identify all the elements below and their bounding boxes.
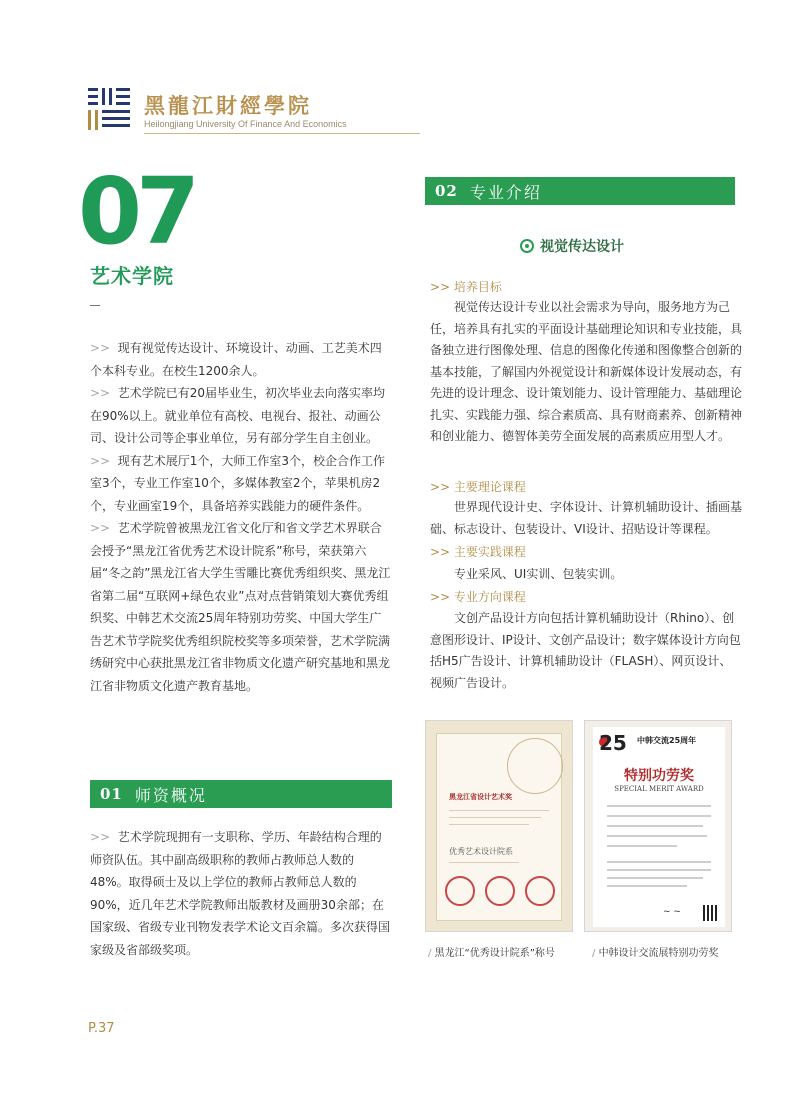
university-logo	[88, 88, 347, 138]
certificate-title: 黑龙江省设计艺术奖	[449, 793, 512, 801]
chapter-number: 07	[78, 158, 195, 265]
text-direction-courses: 文创产品设计方向包括计算机辅助设计（Rhino）、创意图形设计、IP设计、文创产品设计；数字媒体设计方向包括H5广告设计、计算机辅助设计（FLASH）、网页设计、视频广告设计。	[430, 611, 741, 690]
page-number: P.37	[88, 1021, 115, 1036]
section-title: 专业介绍	[469, 182, 542, 202]
section-number: 01	[100, 785, 123, 803]
logo-chinese-name: 黑龍江財經學院	[144, 93, 312, 118]
text-theory-courses: 世界现代设计史、字体设计、计算机辅助设计、插画基础、标志设计、包装设计、VI设计、招贴设计等课程。	[430, 500, 743, 536]
college-name: 艺术学院	[90, 264, 174, 288]
text-training-goal: 视觉传达设计专业以社会需求为导向，服务地方为己任，培养具有扎实的平面设计基础理论知识和专业技能，具备独立进行图像处理、信息的图像化传递和图像整合创新的基本技能，了解国内外视觉设计和新媒体设计发展动态，有先进的设计理念、设计策划能力、设计管理能力、基础理论扎实、实践能力强、综合素质高、具有财商素养、创新精神和创业能力、德智体美劳全面发展的高素质应用型人才。	[430, 300, 743, 443]
logo-underline	[144, 133, 420, 134]
seal-icon	[445, 876, 475, 906]
certificate-award-title-en: SPECIAL MERIT AWARD	[614, 785, 704, 793]
major-title: 视觉传达设计	[520, 236, 624, 256]
qr-code-icon	[703, 905, 719, 921]
certificate-top-title: 中韩交流25周年	[637, 736, 697, 745]
text-practice-courses: 专业采风、UI实训、包装实训。	[454, 567, 623, 581]
anniversary-25-icon: 25	[599, 731, 627, 755]
divider	[90, 305, 100, 306]
label-direction-courses: >> 专业方向课程	[430, 590, 526, 604]
certificate-name: 优秀艺术设计院系	[449, 847, 513, 856]
logo-english-name: Heilongjiang University Of Finance And Economics	[144, 119, 347, 129]
section-title: 师资概况	[134, 785, 207, 805]
logo-mark-icon	[88, 88, 130, 130]
emblem-icon	[507, 738, 563, 794]
intro-paragraph: >> 现有视觉传达设计、环境设计、动画、工艺美术四个本科专业。在校生1200余人。	[90, 341, 382, 378]
target-icon	[520, 239, 534, 253]
faculty-text: >> 艺术学院现拥有一支职称、学历、年龄结构合理的师资队伍。其中副高级职称的教师占教师总人数的48%。取得硕士及以上学位的教师占教师总人数的90%，近几年艺术学院教师出版教材及画册30余部；在国家级、省级专业刊物发表学术论文百余篇。多次获得国家级及省部级奖项。	[90, 830, 391, 957]
section-header-majors	[425, 177, 735, 205]
label-practice-courses: >> 主要实践课程	[430, 545, 526, 559]
certificate-image-design-college	[425, 720, 573, 932]
caption-merit-award: / 中韩设计交流展特别功劳奖	[592, 948, 719, 959]
certificate-award-title: 特别功劳奖	[624, 768, 694, 784]
seal-icon	[485, 876, 515, 906]
intro-paragraph: >> 艺术学院已有20届毕业生，初次毕业去向落实率均在90%以上。就业单位有高校、电视台、报社、动画公司、设计公司等企事业单位，另有部分学生自主创业。	[90, 386, 386, 445]
certificate-image-merit-award	[584, 720, 732, 932]
label-training-goal: >> 培养目标	[430, 280, 502, 294]
intro-text	[90, 337, 392, 697]
signature-icon: ~ ~	[663, 907, 681, 917]
label-theory-courses: >> 主要理论课程	[430, 480, 526, 494]
seal-icon	[525, 876, 555, 906]
intro-paragraph: >> 艺术学院曾被黑龙江省文化厅和省文学艺术界联合会授予“黑龙江省优秀艺术设计院系”称号，荣获第六届“冬之韵”黑龙江省大学生雪雕比赛优秀组织奖、黑龙江省第二届“互联网+绿色农业”点对点营销策划大赛优秀组织奖、中韩艺术交流25周年特别功劳奖、中国大学生广告艺术节学院奖优秀组织院校奖等多项荣誉，艺术学院满绣研究中心获批黑龙江省非物质文化遗产研究基地和黑龙江省非物质文化遗产教育基地。	[90, 521, 391, 693]
section-header-faculty	[90, 780, 392, 808]
section-number: 02	[435, 182, 458, 200]
caption-design-college: / 黑龙江“优秀设计院系”称号	[428, 948, 555, 959]
intro-paragraph: >> 现有艺术展厅1个，大师工作室3个，校企合作工作室3个，专业工作室10个，多媒体教室2个，苹果机房2个，专业画室19个，具备培养实践能力的硬件条件。	[90, 453, 386, 513]
